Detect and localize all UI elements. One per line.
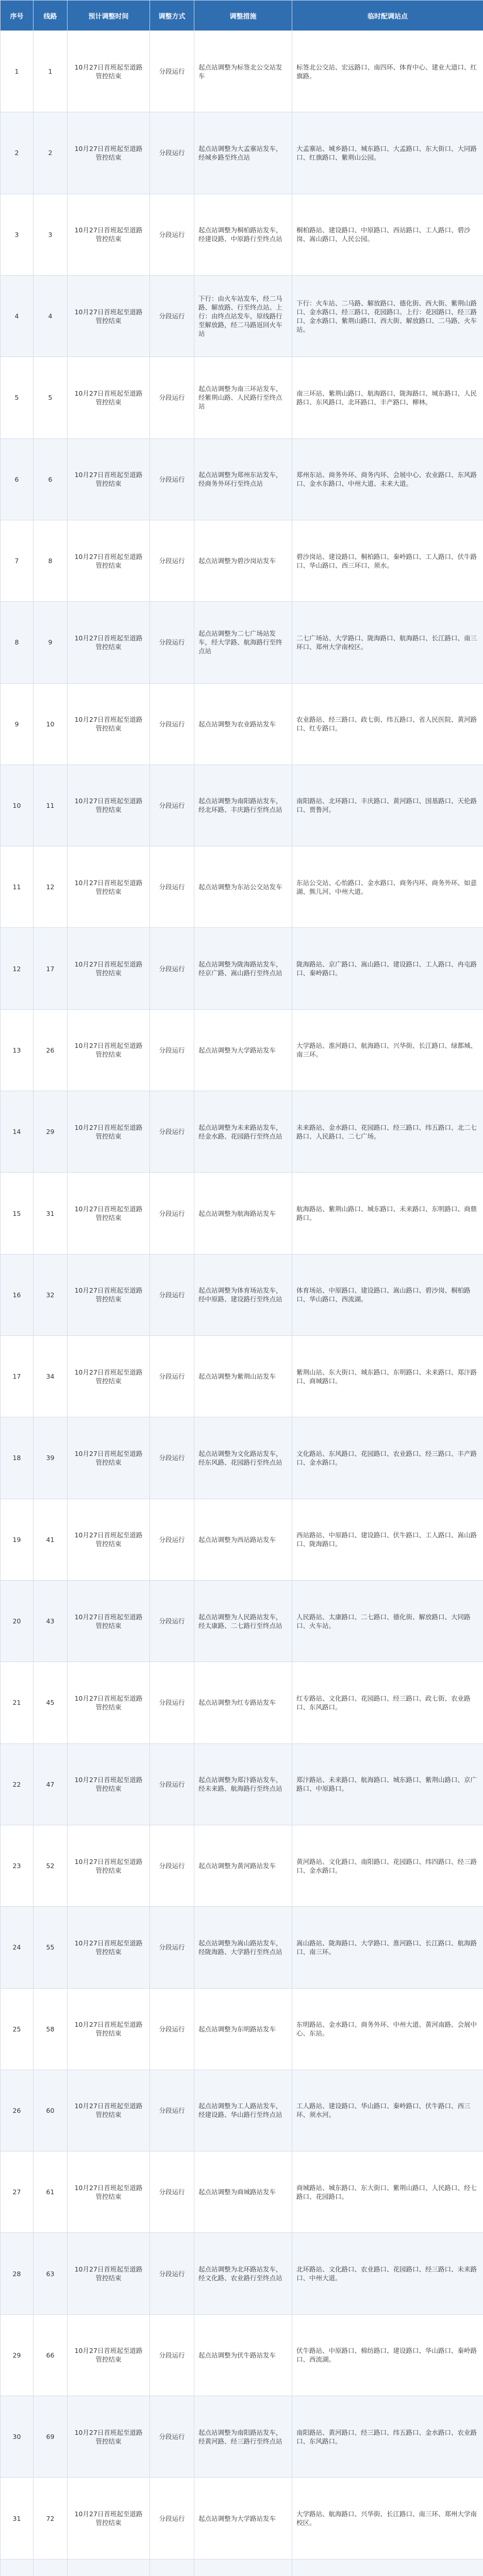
cell-time: 10月27日首班起至道路管控结束 (68, 194, 150, 275)
table-row (1, 1009, 483, 1091)
cell-adjustment: 起点站调整为东明路站发车 (194, 1988, 292, 2070)
cell-no: 26 (1, 2070, 34, 2151)
cell-method: 分段运行 (150, 194, 194, 275)
cell-adjustment: 起点站调整为标签北公交站发车 (194, 31, 292, 112)
cell-adjustment: 起点站调整为南三环站发车，经紫荆山路、人民路行至终点站 (194, 357, 292, 438)
table-row (1, 1907, 483, 1988)
cell-adjustment: 起点站调整为郑汴路站发车，经未来路、航海路行至终点站 (194, 1743, 292, 1825)
cell-time: 10月27日首班起至道路管控结束 (68, 1825, 150, 1906)
cell-line: 8 (34, 520, 68, 601)
cell-method: 分段运行 (150, 1009, 194, 1091)
cell-no: 10 (1, 765, 34, 846)
cell-stops: 二七广场站、大学路口、陇海路口、航海路口、长江路口、南三环口、郑州大学南校区。 (292, 602, 483, 683)
cell-stops: 大学路站、航海路口、兴华街、长江路口、南三环、郑州大学南校区。 (292, 2478, 483, 2559)
table-row (1, 438, 483, 520)
cell-stops: 南阳路站、黄河路口、经三路口、纬五路口、金水路口、农业路口、东风路口。 (292, 2396, 483, 2478)
cell-line: 9 (34, 602, 68, 683)
cell-stops: 郑州东站、商务外环、商务内环、会展中心、农业路口、东风路口、金水东路口、中州大道、未来大道。 (292, 438, 483, 520)
cell-method: 分段运行 (150, 2070, 194, 2151)
table-row (1, 602, 483, 683)
cell-adjustment: 起点站调整为南阳路站发车，经黄河路、经三路行至终点站 (194, 2396, 292, 2478)
cell-time: 10月27日首班起至道路管控结束 (68, 846, 150, 928)
cell-method: 分段运行 (150, 31, 194, 112)
cell-line: 29 (34, 1091, 68, 1173)
cell-method: 分段运行 (150, 683, 194, 765)
table-row (1, 1825, 483, 1906)
cell-adjustment: 起点站调整为商城路站发车 (194, 2151, 292, 2233)
cell-adjustment: 起点站调整为大学路站发车 (194, 2478, 292, 2559)
table-row (1, 2559, 483, 2576)
cell-method: 分段运行 (150, 2151, 194, 2233)
table-header (1, 1, 483, 31)
cell-line: 5 (34, 357, 68, 438)
cell-time: 10月27日首班起至道路管控结束 (68, 1173, 150, 1254)
cell-no: 6 (1, 438, 34, 520)
cell-no: 16 (1, 1254, 34, 1335)
cell-no: 21 (1, 1662, 34, 1743)
cell-time: 10月27日首班起至道路管控结束 (68, 1091, 150, 1173)
table-row (1, 1988, 483, 2070)
cell-stops: 人民路站、太康路口、二七路口、德化街、解放路口、大同路口、火车站。 (292, 1580, 483, 1662)
cell-stops: 北环路站、文化路口、农业路口、花园路口、经三路口、未来路口、中州大道。 (292, 2233, 483, 2314)
table-row (1, 2478, 483, 2559)
cell-method: 分段运行 (150, 112, 194, 194)
table-row (1, 275, 483, 357)
table-row (1, 1743, 483, 1825)
table-row (1, 2396, 483, 2478)
cell-stops: 黄河路站、文化路口、南阳路口、花园路口、纬四路口、经三路口、金水路口。 (292, 1825, 483, 1906)
cell-time: 10月27日首班起至道路管控结束 (68, 1662, 150, 1743)
cell-line: 10 (34, 683, 68, 765)
cell-time: 10月27日首班起至道路管控结束 (68, 275, 150, 357)
cell-line: 12 (34, 846, 68, 928)
cell-adjustment: 起点站调整为未来路站发车，经金水路、花园路行至终点站 (194, 1091, 292, 1173)
cell-stops: 文化路站、东风路口、花园路口、农业路口、经三路口、丰产路口、金水路口。 (292, 1417, 483, 1499)
cell-no: 1 (1, 31, 34, 112)
cell-time: 10月27日首班起至道路管控结束 (68, 2233, 150, 2314)
cell-adjustment: 下行：由火车站发车，经二马路、解放路、行至终点站。上行：由终点站发车，原线路行至解放路，经二马路返回火车站 (194, 275, 292, 357)
cell-adjustment: 起点站调整为西站路站发车 (194, 1499, 292, 1580)
cell-method: 分段运行 (150, 928, 194, 1009)
cell-adjustment: 起点站调整为紫荆山站发车 (194, 1336, 292, 1417)
header-no: 序号 (1, 1, 34, 31)
table-row (1, 1091, 483, 1173)
cell-no: 29 (1, 2314, 34, 2396)
cell-method: 分段运行 (150, 2314, 194, 2396)
cell-method: 分段运行 (150, 1417, 194, 1499)
cell-stops: 紫荆山站、东大街口、城东路口、东明路口、未来路口、郑汴路口、商城路口。 (292, 1336, 483, 1417)
cell-method: 分段运行 (150, 1091, 194, 1173)
cell-adjustment: 起点站调整为航海路站发车 (194, 1173, 292, 1254)
cell-stops: 未来路站、金水路口、花园路口、经三路口、纬五路口、北二七路口、人民路口、二七广场。 (292, 1091, 483, 1173)
cell-stops: 嵩山路站、陇海路口、大学路口、淮河路口、长江路口、航海路口、南三环。 (292, 1907, 483, 1988)
table-row (1, 2233, 483, 2314)
cell-time: 10月27日首班起至道路管控结束 (68, 1580, 150, 1662)
cell-method: 分段运行 (150, 1254, 194, 1335)
cell-stops (292, 2559, 483, 2576)
cell-adjustment: 起点站调整为大孟寨站发车，经城乡路至终点站 (194, 112, 292, 194)
cell-time: 10月27日首班起至道路管控结束 (68, 438, 150, 520)
cell-line: 17 (34, 928, 68, 1009)
table-row (1, 1417, 483, 1499)
cell-stops: 郑汴路站、未来路口、航海路口、城东路口、紫荆山路口、京广路口、中原路口。 (292, 1743, 483, 1825)
cell-line (34, 2559, 68, 2576)
cell-no: 15 (1, 1173, 34, 1254)
cell-time: 10月27日首班起至道路管控结束 (68, 1009, 150, 1091)
header-time: 预计调整时间 (68, 1, 150, 31)
cell-adjustment: 起点站调整为陇海路站发车，经京广路、嵩山路行至终点站 (194, 928, 292, 1009)
cell-stops: 南三环站、紫荆山路口、航海路口、陇海路口、城东路口、人民路口、东风路口、北环路口、丰产路口、柳林。 (292, 357, 483, 438)
table-row (1, 2314, 483, 2396)
cell-no: 9 (1, 683, 34, 765)
cell-time: 10月27日首班起至道路管控结束 (68, 1907, 150, 1988)
cell-method: 分段运行 (150, 1580, 194, 1662)
cell-method: 分段运行 (150, 1173, 194, 1254)
table-row (1, 1173, 483, 1254)
cell-method: 分段运行 (150, 357, 194, 438)
cell-stops: 伏牛路站、中原路口、棉纺路口、建设路口、华山路口、秦岭路口、西流湖。 (292, 2314, 483, 2396)
cell-no: 30 (1, 2396, 34, 2478)
cell-time (68, 2559, 150, 2576)
cell-stops: 大孟寨站、城乡路口、城东路口、大孟路口、东大街口、大同路口、红旗路口、紫荆山公园。 (292, 112, 483, 194)
cell-adjustment: 起点站调整为体育场站发车，经中原路、建设路行至终点站 (194, 1254, 292, 1335)
cell-stops: 农业路站、经三路口、政七街、纬五路口、省人民医院、黄河路口、红专路口。 (292, 683, 483, 765)
cell-time: 10月27日首班起至道路管控结束 (68, 1336, 150, 1417)
cell-line: 34 (34, 1336, 68, 1417)
cell-adjustment: 起点站调整为南阳路站发车，经北环路、丰庆路行至终点站 (194, 765, 292, 846)
cell-adjustment: 起点站调整为东站公交站发车 (194, 846, 292, 928)
cell-time: 10月27日首班起至道路管控结束 (68, 928, 150, 1009)
cell-stops: 工人路站、建设路口、华山路口、秦岭路口、伏牛路口、西三环、须水河。 (292, 2070, 483, 2151)
table-row (1, 357, 483, 438)
cell-adjustment: 起点站调整为文化路站发车，经东风路、花园路行至终点站 (194, 1417, 292, 1499)
cell-no: 8 (1, 602, 34, 683)
table-row (1, 2151, 483, 2233)
cell-time: 10月27日首班起至道路管控结束 (68, 357, 150, 438)
table-row (1, 846, 483, 928)
cell-method: 分段运行 (150, 765, 194, 846)
cell-line: 31 (34, 1173, 68, 1254)
cell-adjustment: 起点站调整为工人路站发车，经建设路、华山路行至终点站 (194, 2070, 292, 2151)
cell-time: 10月27日首班起至道路管控结束 (68, 765, 150, 846)
cell-method: 分段运行 (150, 2233, 194, 2314)
cell-time: 10月27日首班起至道路管控结束 (68, 2070, 150, 2151)
cell-adjustment: 起点站调整为郑州东站发车，经商务外环行至终点站 (194, 438, 292, 520)
cell-line: 1 (34, 31, 68, 112)
cell-no: 2 (1, 112, 34, 194)
cell-no: 11 (1, 846, 34, 928)
header-adjustment: 调整措施 (194, 1, 292, 31)
cell-adjustment: 起点站调整为人民路站发车，经太康路、二七路行至终点站 (194, 1580, 292, 1662)
cell-time: 10月27日首班起至道路管控结束 (68, 2151, 150, 2233)
table-row (1, 1662, 483, 1743)
cell-adjustment: 起点站调整为桐柏路站发车，经建设路、中原路行至终点站 (194, 194, 292, 275)
cell-line: 11 (34, 765, 68, 846)
cell-no: 5 (1, 357, 34, 438)
table-row (1, 928, 483, 1009)
cell-stops: 西站路站、中原路口、建设路口、伏牛路口、工人路口、嵩山路口、陇海路口。 (292, 1499, 483, 1580)
cell-no: 4 (1, 275, 34, 357)
cell-adjustment: 起点站调整为红专路站发车 (194, 1662, 292, 1743)
cell-time: 10月27日首班起至道路管控结束 (68, 1499, 150, 1580)
cell-stops: 碧沙岗站、建设路口、桐柏路口、秦岭路口、工人路口、伏牛路口、华山路口、西三环口、须水。 (292, 520, 483, 601)
cell-line: 61 (34, 2151, 68, 2233)
cell-no: 12 (1, 928, 34, 1009)
cell-time: 10月27日首班起至道路管控结束 (68, 520, 150, 601)
cell-method (150, 2559, 194, 2576)
cell-line: 58 (34, 1988, 68, 2070)
cell-adjustment: 起点站调整为二七广场站发车，经大学路、航海路行至终点站 (194, 602, 292, 683)
cell-time: 10月27日首班起至道路管控结束 (68, 31, 150, 112)
cell-method: 分段运行 (150, 438, 194, 520)
cell-stops: 大学路站、淮河路口、航海路口、兴华街、长江路口、绿都城、南三环。 (292, 1009, 483, 1091)
cell-method: 分段运行 (150, 2478, 194, 2559)
cell-time: 10月27日首班起至道路管控结束 (68, 1417, 150, 1499)
header-row (1, 1, 483, 31)
cell-method: 分段运行 (150, 1743, 194, 1825)
cell-stops: 体育场站、中原路口、建设路口、嵩山路口、碧沙岗、桐柏路口、华山路口、西流湖。 (292, 1254, 483, 1335)
table-body (1, 31, 483, 2576)
table-row (1, 520, 483, 601)
cell-no: 31 (1, 2478, 34, 2559)
cell-time: 10月27日首班起至道路管控结束 (68, 683, 150, 765)
cell-stops: 陇海路站、京广路口、嵩山路口、建设路口、工人路口、冉屯路口、秦岭路口。 (292, 928, 483, 1009)
cell-time: 10月27日首班起至道路管控结束 (68, 1988, 150, 2070)
cell-method: 分段运行 (150, 275, 194, 357)
cell-adjustment: 起点站调整为嵩山路站发车，经陇海路、大学路行至终点站 (194, 1907, 292, 1988)
cell-method: 分段运行 (150, 520, 194, 601)
header-method: 调整方式 (150, 1, 194, 31)
table-row (1, 1580, 483, 1662)
cell-stops: 东明路站、金水路口、商务外环、中州大道、黄河南路、会展中心、东站。 (292, 1988, 483, 2070)
header-line: 线路 (34, 1, 68, 31)
cell-line: 6 (34, 438, 68, 520)
table-row (1, 31, 483, 112)
cell-line: 60 (34, 2070, 68, 2151)
cell-method: 分段运行 (150, 1825, 194, 1906)
cell-stops: 标签北公交站、宏远路口、南四环、体育中心、建业大道口、红旗路。 (292, 31, 483, 112)
cell-time: 10月27日首班起至道路管控结束 (68, 602, 150, 683)
cell-no: 25 (1, 1988, 34, 2070)
table-row (1, 1499, 483, 1580)
table-row (1, 112, 483, 194)
cell-time: 10月27日首班起至道路管控结束 (68, 112, 150, 194)
table-row (1, 2070, 483, 2151)
cell-line: 45 (34, 1662, 68, 1743)
cell-method: 分段运行 (150, 1336, 194, 1417)
cell-time: 10月27日首班起至道路管控结束 (68, 1743, 150, 1825)
cell-line: 3 (34, 194, 68, 275)
cell-no: 3 (1, 194, 34, 275)
header-stops: 临时配调站点 (292, 1, 483, 31)
cell-line: 2 (34, 112, 68, 194)
cell-no: 28 (1, 2233, 34, 2314)
cell-no: 23 (1, 1825, 34, 1906)
cell-no: 24 (1, 1907, 34, 1988)
cell-no: 22 (1, 1743, 34, 1825)
table-row (1, 683, 483, 765)
cell-adjustment: 起点站调整为黄河路站发车 (194, 1825, 292, 1906)
cell-stops: 下行：火车站、二马路、解放路口、德化街、西大街、紫荆山路口、金水路口、经三路口、花园路口。上行：花园路口、经三路口、金水路口、紫荆山路口、西大街、解放路口、二马路、火车站。 (292, 275, 483, 357)
cell-time: 10月27日首班起至道路管控结束 (68, 2396, 150, 2478)
cell-stops: 红专路站、文化路口、花园路口、经三路口、政七街、农业路口、东风路口。 (292, 1662, 483, 1743)
cell-no: 18 (1, 1417, 34, 1499)
cell-method: 分段运行 (150, 2396, 194, 2478)
cell-line: 4 (34, 275, 68, 357)
cell-no: 20 (1, 1580, 34, 1662)
cell-method: 分段运行 (150, 1907, 194, 1988)
cell-no: 17 (1, 1336, 34, 1417)
cell-method: 分段运行 (150, 1662, 194, 1743)
table-row (1, 194, 483, 275)
cell-no: 27 (1, 2151, 34, 2233)
cell-method: 分段运行 (150, 602, 194, 683)
table-row (1, 1336, 483, 1417)
cell-line: 26 (34, 1009, 68, 1091)
cell-no: 14 (1, 1091, 34, 1173)
cell-time: 10月27日首班起至道路管控结束 (68, 2314, 150, 2396)
cell-line: 55 (34, 1907, 68, 1988)
cell-adjustment: 起点站调整为农业路站发车 (194, 683, 292, 765)
cell-line: 63 (34, 2233, 68, 2314)
cell-method: 分段运行 (150, 1988, 194, 2070)
cell-adjustment: 起点站调整为大学路站发车 (194, 1009, 292, 1091)
cell-stops: 桐柏路站、建设路口、中原路口、西站路口、工人路口、碧沙岗、嵩山路口、人民公园。 (292, 194, 483, 275)
cell-stops: 东站公交站、心怡路口、金水路口、商务内环、商务外环、如意湖、熊儿河、中州大道。 (292, 846, 483, 928)
cell-line: 32 (34, 1254, 68, 1335)
cell-stops: 南阳路站、北环路口、丰庆路口、黄河路口、国基路口、天伦路口、贾鲁河。 (292, 765, 483, 846)
cell-stops: 商城路站、城东路口、东大街口、紫荆山路口、人民路口、经七路口、花园路口。 (292, 2151, 483, 2233)
cell-line: 41 (34, 1499, 68, 1580)
table-row (1, 1254, 483, 1335)
cell-adjustment: 起点站调整为伏牛路站发车 (194, 2314, 292, 2396)
table-row (1, 765, 483, 846)
cell-adjustment (194, 2559, 292, 2576)
cell-method: 分段运行 (150, 846, 194, 928)
cell-no: 7 (1, 520, 34, 601)
cell-method: 分段运行 (150, 1499, 194, 1580)
cell-no (1, 2559, 34, 2576)
cell-line: 72 (34, 2478, 68, 2559)
cell-no: 19 (1, 1499, 34, 1580)
cell-line: 39 (34, 1417, 68, 1499)
cell-line: 52 (34, 1825, 68, 1906)
cell-line: 66 (34, 2314, 68, 2396)
cell-stops: 航海路站、紫荆山路口、城东路口、未来路口、东明路口、商鼎路口。 (292, 1173, 483, 1254)
cell-adjustment: 起点站调整为北环路站发车，经文化路、农业路行至终点站 (194, 2233, 292, 2314)
cell-adjustment: 起点站调整为碧沙岗站发车 (194, 520, 292, 601)
cell-line: 47 (34, 1743, 68, 1825)
cell-line: 69 (34, 2396, 68, 2478)
cell-line: 43 (34, 1580, 68, 1662)
cell-time: 10月27日首班起至道路管控结束 (68, 2478, 150, 2559)
cell-no: 13 (1, 1009, 34, 1091)
cell-time: 10月27日首班起至道路管控结束 (68, 1254, 150, 1335)
